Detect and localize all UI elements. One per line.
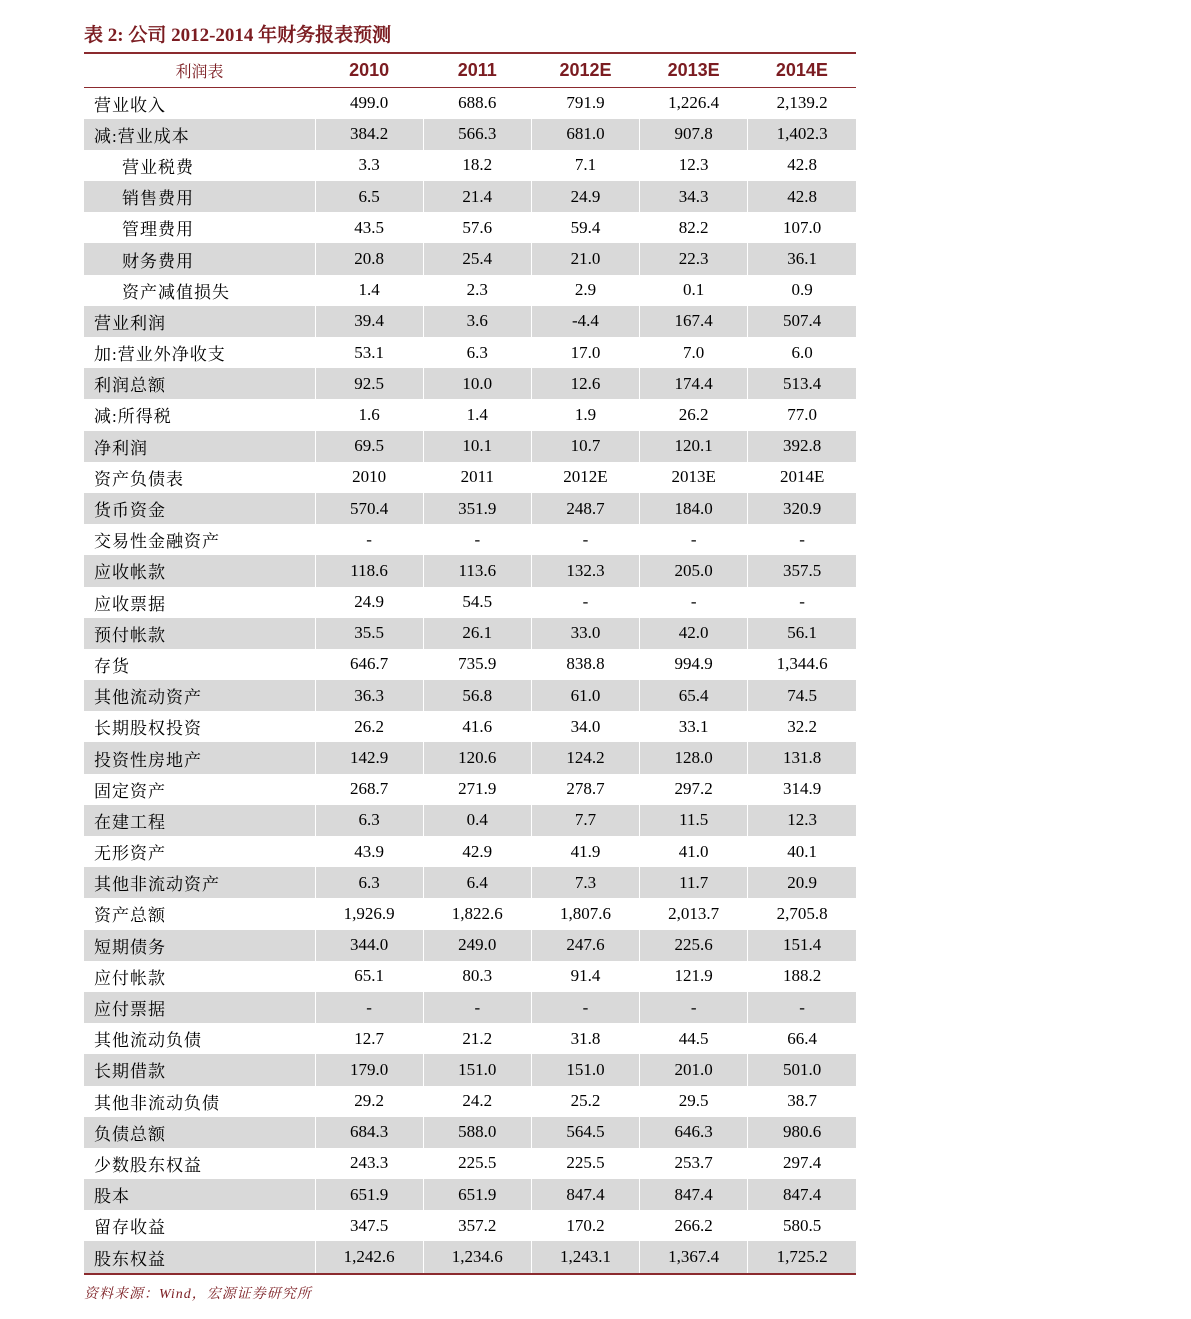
row-label: 股本 xyxy=(84,1179,315,1210)
table-body xyxy=(84,87,856,1273)
value-cell: 247.6 xyxy=(531,930,639,961)
value-cell: 320.9 xyxy=(748,493,856,524)
value-cell: 35.5 xyxy=(315,618,423,649)
value-cell: 570.4 xyxy=(315,493,423,524)
source-note: 资料来源：Wind，宏源证券研究所 xyxy=(84,1286,312,1302)
value-cell: 980.6 xyxy=(748,1117,856,1148)
value-cell: 688.6 xyxy=(423,87,531,119)
value-cell: 225.5 xyxy=(531,1148,639,1179)
value-cell: 54.5 xyxy=(423,587,531,618)
value-cell: 174.4 xyxy=(640,368,748,399)
value-cell: 22.3 xyxy=(640,243,748,274)
value-cell: 347.5 xyxy=(315,1210,423,1241)
value-cell: 1.4 xyxy=(423,399,531,430)
row-label: 应付票据 xyxy=(84,992,315,1023)
value-cell: 838.8 xyxy=(531,649,639,680)
value-cell: 1,822.6 xyxy=(423,898,531,929)
table-row xyxy=(84,431,856,462)
value-cell: 167.4 xyxy=(640,306,748,337)
value-cell: 357.2 xyxy=(423,1210,531,1241)
table-row xyxy=(84,1241,856,1272)
value-cell: 266.2 xyxy=(640,1210,748,1241)
value-cell: 80.3 xyxy=(423,961,531,992)
value-cell: - xyxy=(748,587,856,618)
value-cell: 151.0 xyxy=(423,1054,531,1085)
value-cell: - xyxy=(531,524,639,555)
value-cell: 6.3 xyxy=(423,337,531,368)
header-cell-label: 利润表 xyxy=(84,54,315,87)
table-row xyxy=(84,150,856,181)
row-label: 预付帐款 xyxy=(84,618,315,649)
table-row xyxy=(84,711,856,742)
table-row xyxy=(84,836,856,867)
value-cell: - xyxy=(423,524,531,555)
value-cell: 2014E xyxy=(748,462,856,493)
value-cell: 120.6 xyxy=(423,742,531,773)
row-label: 减:营业成本 xyxy=(84,119,315,150)
row-label: 其他非流动资产 xyxy=(84,867,315,898)
header-cell-2013e: 2013E xyxy=(640,54,748,87)
value-cell: 248.7 xyxy=(531,493,639,524)
value-cell: - xyxy=(640,992,748,1023)
value-cell: 82.2 xyxy=(640,212,748,243)
row-label: 在建工程 xyxy=(84,805,315,836)
value-cell: 735.9 xyxy=(423,649,531,680)
value-cell: 1.9 xyxy=(531,399,639,430)
table-row xyxy=(84,1054,856,1085)
table-row xyxy=(84,399,856,430)
value-cell: 2012E xyxy=(531,462,639,493)
value-cell: 1,402.3 xyxy=(748,119,856,150)
row-label: 其他流动资产 xyxy=(84,680,315,711)
value-cell: - xyxy=(748,992,856,1023)
value-cell: 271.9 xyxy=(423,774,531,805)
row-label: 资产减值损失 xyxy=(122,282,230,302)
value-cell: 57.6 xyxy=(423,212,531,243)
value-cell: -4.4 xyxy=(531,306,639,337)
table-row xyxy=(84,742,856,773)
value-cell: 11.5 xyxy=(640,805,748,836)
row-label: 资产负债表 xyxy=(94,469,184,489)
value-cell: 10.0 xyxy=(423,368,531,399)
value-cell: 253.7 xyxy=(640,1148,748,1179)
row-label: 加:营业外净收支 xyxy=(94,345,226,365)
table-row xyxy=(84,337,856,368)
value-cell: 59.4 xyxy=(531,212,639,243)
bottom-rule xyxy=(84,1273,856,1275)
value-cell: 77.0 xyxy=(748,399,856,430)
value-cell: 38.7 xyxy=(748,1086,856,1117)
value-cell: 69.5 xyxy=(315,431,423,462)
value-cell: 10.7 xyxy=(531,431,639,462)
value-cell: 588.0 xyxy=(423,1117,531,1148)
table-row xyxy=(84,1210,856,1241)
value-cell: 314.9 xyxy=(748,774,856,805)
value-cell: 43.9 xyxy=(315,836,423,867)
value-cell: 2.9 xyxy=(531,275,639,306)
value-cell: 3.6 xyxy=(423,306,531,337)
value-cell: 1,926.9 xyxy=(315,898,423,929)
value-cell: 2013E xyxy=(640,462,748,493)
value-cell: 26.1 xyxy=(423,618,531,649)
value-cell: 249.0 xyxy=(423,930,531,961)
value-cell: 43.5 xyxy=(315,212,423,243)
value-cell: 1,725.2 xyxy=(748,1241,856,1272)
table-row xyxy=(84,898,856,929)
value-cell: 1,344.6 xyxy=(748,649,856,680)
value-cell: 351.9 xyxy=(423,493,531,524)
value-cell: 179.0 xyxy=(315,1054,423,1085)
table-row xyxy=(84,992,856,1023)
value-cell: 646.7 xyxy=(315,649,423,680)
value-cell: 1,234.6 xyxy=(423,1241,531,1272)
value-cell: 41.9 xyxy=(531,836,639,867)
row-label: 管理费用 xyxy=(122,220,194,240)
value-cell: 12.6 xyxy=(531,368,639,399)
value-cell: - xyxy=(423,992,531,1023)
table-row xyxy=(84,368,856,399)
value-cell: 36.3 xyxy=(315,680,423,711)
value-cell: 132.3 xyxy=(531,555,639,586)
value-cell: 107.0 xyxy=(748,212,856,243)
row-label: 其他流动负债 xyxy=(94,1031,202,1051)
value-cell: 41.0 xyxy=(640,836,748,867)
header-row xyxy=(84,54,856,87)
value-cell: 994.9 xyxy=(640,649,748,680)
row-label: 留存收益 xyxy=(94,1218,166,1238)
value-cell: 34.0 xyxy=(531,711,639,742)
value-cell: 6.4 xyxy=(423,867,531,898)
value-cell: 1,367.4 xyxy=(640,1241,748,1272)
value-cell: 124.2 xyxy=(531,742,639,773)
value-cell: 357.5 xyxy=(748,555,856,586)
value-cell: 25.2 xyxy=(531,1086,639,1117)
value-cell: 56.8 xyxy=(423,680,531,711)
row-label: 应付帐款 xyxy=(94,968,166,988)
value-cell: 2,705.8 xyxy=(748,898,856,929)
value-cell: 17.0 xyxy=(531,337,639,368)
value-cell: 499.0 xyxy=(315,87,423,119)
value-cell: 12.7 xyxy=(315,1023,423,1054)
value-cell: 21.2 xyxy=(423,1023,531,1054)
value-cell: 40.1 xyxy=(748,836,856,867)
value-cell: 31.8 xyxy=(531,1023,639,1054)
value-cell: 392.8 xyxy=(748,431,856,462)
row-label: 短期债务 xyxy=(84,930,315,961)
table-row xyxy=(84,555,856,586)
value-cell: 42.8 xyxy=(748,181,856,212)
value-cell: 42.0 xyxy=(640,618,748,649)
value-cell: - xyxy=(640,587,748,618)
row-label: 销售费用 xyxy=(84,181,315,212)
header-cell-2012e: 2012E xyxy=(531,54,639,87)
row-label: 其他非流动负债 xyxy=(94,1093,220,1113)
value-cell: 297.4 xyxy=(748,1148,856,1179)
value-cell: 151.4 xyxy=(748,930,856,961)
value-cell: 142.9 xyxy=(315,742,423,773)
value-cell: 65.1 xyxy=(315,961,423,992)
value-cell: 24.9 xyxy=(531,181,639,212)
table-row xyxy=(84,243,856,274)
value-cell: 20.9 xyxy=(748,867,856,898)
report-table-section xyxy=(84,20,856,1303)
value-cell: - xyxy=(531,992,639,1023)
value-cell: 0.9 xyxy=(748,275,856,306)
row-label: 财务费用 xyxy=(84,243,315,274)
value-cell: 7.1 xyxy=(531,150,639,181)
value-cell: 6.5 xyxy=(315,181,423,212)
value-cell: 41.6 xyxy=(423,711,531,742)
value-cell: 91.4 xyxy=(531,961,639,992)
value-cell: 0.4 xyxy=(423,805,531,836)
value-cell: - xyxy=(748,524,856,555)
value-cell: 847.4 xyxy=(640,1179,748,1210)
row-label: 应收票据 xyxy=(94,594,166,614)
table-row xyxy=(84,680,856,711)
row-label: 应收帐款 xyxy=(84,555,315,586)
value-cell: 131.8 xyxy=(748,742,856,773)
value-cell: 29.2 xyxy=(315,1086,423,1117)
value-cell: 12.3 xyxy=(748,805,856,836)
table-row xyxy=(84,462,856,493)
table-row xyxy=(84,774,856,805)
value-cell: 384.2 xyxy=(315,119,423,150)
value-cell: 170.2 xyxy=(531,1210,639,1241)
value-cell: 344.0 xyxy=(315,930,423,961)
table-row xyxy=(84,119,856,150)
table-row xyxy=(84,1086,856,1117)
value-cell: 2011 xyxy=(423,462,531,493)
value-cell: 26.2 xyxy=(315,711,423,742)
row-label: 少数股东权益 xyxy=(94,1155,202,1175)
table-row xyxy=(84,181,856,212)
table-title: 表 2: 公司 2012-2014 年财务报表预测 xyxy=(84,25,392,46)
table-row xyxy=(84,306,856,337)
value-cell: 651.9 xyxy=(315,1179,423,1210)
row-label: 利润总额 xyxy=(84,368,315,399)
value-cell: 33.1 xyxy=(640,711,748,742)
value-cell: 646.3 xyxy=(640,1117,748,1148)
table-row xyxy=(84,1179,856,1210)
value-cell: 791.9 xyxy=(531,87,639,119)
value-cell: 201.0 xyxy=(640,1054,748,1085)
value-cell: 7.0 xyxy=(640,337,748,368)
value-cell: 907.8 xyxy=(640,119,748,150)
value-cell: 21.4 xyxy=(423,181,531,212)
value-cell: 6.3 xyxy=(315,805,423,836)
value-cell: 74.5 xyxy=(748,680,856,711)
table-row xyxy=(84,1148,856,1179)
value-cell: 507.4 xyxy=(748,306,856,337)
value-cell: 1,243.1 xyxy=(531,1241,639,1272)
value-cell: 2,139.2 xyxy=(748,87,856,119)
value-cell: 20.8 xyxy=(315,243,423,274)
value-cell: 121.9 xyxy=(640,961,748,992)
value-cell: 580.5 xyxy=(748,1210,856,1241)
table-row xyxy=(84,930,856,961)
row-label: 长期借款 xyxy=(84,1054,315,1085)
value-cell: 34.3 xyxy=(640,181,748,212)
value-cell: - xyxy=(531,587,639,618)
value-cell: 53.1 xyxy=(315,337,423,368)
value-cell: 297.2 xyxy=(640,774,748,805)
value-cell: 6.0 xyxy=(748,337,856,368)
table-row xyxy=(84,618,856,649)
value-cell: 113.6 xyxy=(423,555,531,586)
row-label: 营业收入 xyxy=(94,95,166,115)
value-cell: 2.3 xyxy=(423,275,531,306)
row-label: 减:所得税 xyxy=(94,407,172,427)
value-cell: 513.4 xyxy=(748,368,856,399)
row-label: 投资性房地产 xyxy=(84,742,315,773)
value-cell: 225.5 xyxy=(423,1148,531,1179)
value-cell: 2010 xyxy=(315,462,423,493)
value-cell: 651.9 xyxy=(423,1179,531,1210)
header-cell-2010: 2010 xyxy=(315,54,423,87)
row-label: 固定资产 xyxy=(94,781,166,801)
row-label: 营业税费 xyxy=(122,157,194,177)
row-label: 净利润 xyxy=(84,431,315,462)
value-cell: 118.6 xyxy=(315,555,423,586)
value-cell: 205.0 xyxy=(640,555,748,586)
value-cell: 184.0 xyxy=(640,493,748,524)
value-cell: - xyxy=(315,992,423,1023)
value-cell: 684.3 xyxy=(315,1117,423,1148)
header-cell-2014e: 2014E xyxy=(748,54,856,87)
value-cell: 188.2 xyxy=(748,961,856,992)
value-cell: 29.5 xyxy=(640,1086,748,1117)
value-cell: 1,226.4 xyxy=(640,87,748,119)
value-cell: 1.4 xyxy=(315,275,423,306)
value-cell: 151.0 xyxy=(531,1054,639,1085)
value-cell: 7.7 xyxy=(531,805,639,836)
value-cell: 25.4 xyxy=(423,243,531,274)
table-row xyxy=(84,212,856,243)
row-label: 货币资金 xyxy=(84,493,315,524)
table-row xyxy=(84,87,856,119)
value-cell: 501.0 xyxy=(748,1054,856,1085)
value-cell: 66.4 xyxy=(748,1023,856,1054)
financial-table xyxy=(84,54,856,1273)
value-cell: 39.4 xyxy=(315,306,423,337)
table-row xyxy=(84,1023,856,1054)
value-cell: 61.0 xyxy=(531,680,639,711)
table-row xyxy=(84,805,856,836)
value-cell: 36.1 xyxy=(748,243,856,274)
row-label: 股东权益 xyxy=(84,1241,315,1272)
row-label: 长期股权投资 xyxy=(94,719,202,739)
value-cell: 42.8 xyxy=(748,150,856,181)
value-cell: 42.9 xyxy=(423,836,531,867)
row-label: 负债总额 xyxy=(84,1117,315,1148)
value-cell: 24.9 xyxy=(315,587,423,618)
table-row xyxy=(84,493,856,524)
table-row xyxy=(84,275,856,306)
table-row xyxy=(84,649,856,680)
value-cell: - xyxy=(640,524,748,555)
value-cell: 21.0 xyxy=(531,243,639,274)
value-cell: 18.2 xyxy=(423,150,531,181)
value-cell: 3.3 xyxy=(315,150,423,181)
value-cell: 1,807.6 xyxy=(531,898,639,929)
value-cell: 10.1 xyxy=(423,431,531,462)
value-cell: 92.5 xyxy=(315,368,423,399)
row-label: 无形资产 xyxy=(94,844,166,864)
value-cell: 0.1 xyxy=(640,275,748,306)
header-cell-2011: 2011 xyxy=(423,54,531,87)
value-cell: 56.1 xyxy=(748,618,856,649)
value-cell: 268.7 xyxy=(315,774,423,805)
value-cell: 12.3 xyxy=(640,150,748,181)
row-label: 交易性金融资产 xyxy=(94,532,220,552)
value-cell: 128.0 xyxy=(640,742,748,773)
table-row xyxy=(84,587,856,618)
value-cell: 32.2 xyxy=(748,711,856,742)
table-row xyxy=(84,867,856,898)
value-cell: 7.3 xyxy=(531,867,639,898)
value-cell: 24.2 xyxy=(423,1086,531,1117)
value-cell: 1,242.6 xyxy=(315,1241,423,1272)
row-label: 资产总额 xyxy=(94,906,166,926)
value-cell: 44.5 xyxy=(640,1023,748,1054)
table-row xyxy=(84,524,856,555)
value-cell: 6.3 xyxy=(315,867,423,898)
value-cell: 225.6 xyxy=(640,930,748,961)
value-cell: 564.5 xyxy=(531,1117,639,1148)
table-row xyxy=(84,1117,856,1148)
value-cell: 33.0 xyxy=(531,618,639,649)
value-cell: 65.4 xyxy=(640,680,748,711)
value-cell: 243.3 xyxy=(315,1148,423,1179)
row-label: 营业利润 xyxy=(84,306,315,337)
value-cell: 1.6 xyxy=(315,399,423,430)
table-row xyxy=(84,961,856,992)
value-cell: 566.3 xyxy=(423,119,531,150)
value-cell: 278.7 xyxy=(531,774,639,805)
value-cell: - xyxy=(315,524,423,555)
value-cell: 120.1 xyxy=(640,431,748,462)
row-label: 存货 xyxy=(94,656,130,676)
value-cell: 847.4 xyxy=(531,1179,639,1210)
value-cell: 847.4 xyxy=(748,1179,856,1210)
value-cell: 681.0 xyxy=(531,119,639,150)
table-header xyxy=(84,54,856,87)
value-cell: 11.7 xyxy=(640,867,748,898)
value-cell: 26.2 xyxy=(640,399,748,430)
value-cell: 2,013.7 xyxy=(640,898,748,929)
